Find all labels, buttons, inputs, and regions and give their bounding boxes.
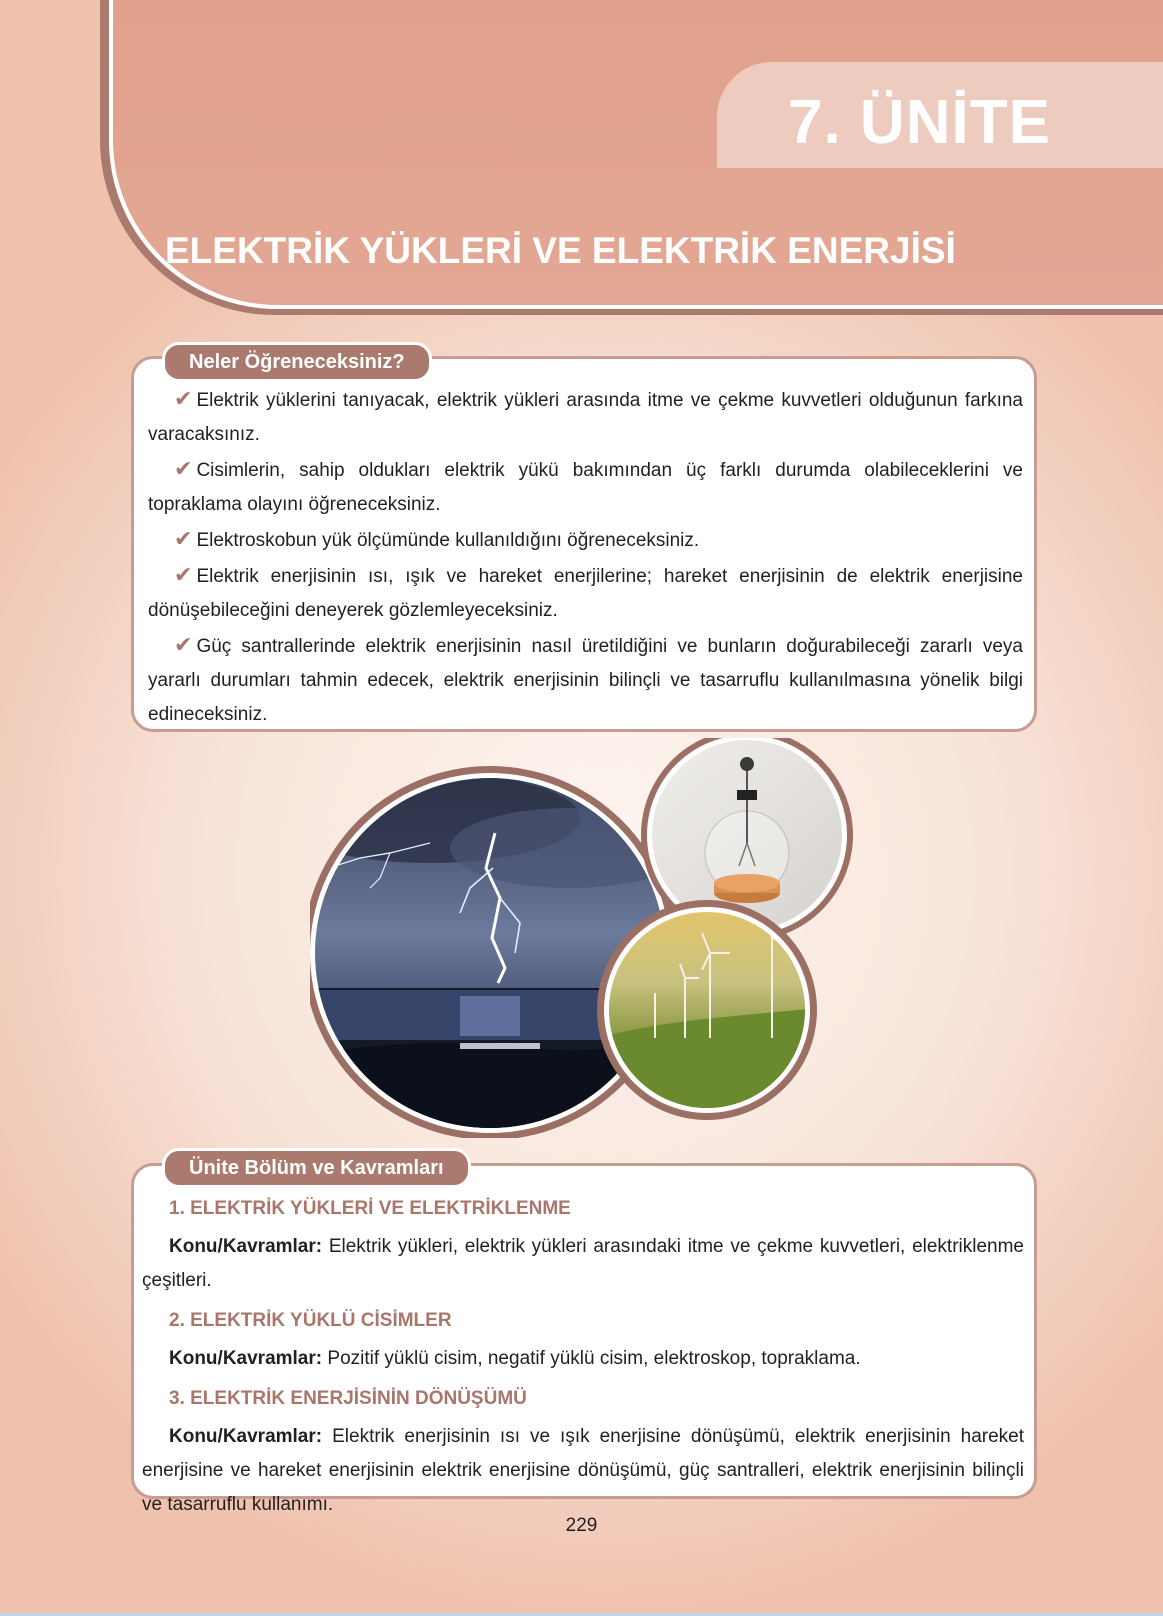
photo-collage	[310, 738, 870, 1138]
objective-item	[148, 452, 1023, 522]
objective-text: Elektroskobun yük ölçümünde kullanıldığını öğreneceksiniz.	[196, 530, 700, 551]
section-text: Pozitif yüklü cisim, negatif yüklü cisim, elektroskop, topraklama.	[327, 1348, 861, 1369]
objective-text: Elektrik yüklerini tanıyacak, elektrik yükleri arasında itme ve çekme kuvvetleri olduğunun farkına varacaksınız.	[148, 390, 1023, 445]
learning-objectives-list	[148, 382, 1023, 732]
unit-concepts-content	[142, 1192, 1024, 1528]
section-description	[142, 1230, 1024, 1298]
section-text: Elektrik enerjisinin ısı ve ışık enerjisine dönüşümü, elektrik enerjisinin hareket enerjisine ve hareket enerjisinin elektrik enerjisine dönüşümü, güç santralleri, elektrik enerjisinin bilinçli ve tasarruflu kullanımı.	[142, 1426, 1024, 1515]
key-label: Konu/Kavramlar:	[169, 1426, 323, 1447]
unit-title: 7. ÜNİTE	[788, 88, 1051, 157]
section-title: 3. ELEKTRİK ENERJİSİNİN DÖNÜŞÜMÜ	[169, 1388, 527, 1409]
objective-text: Elektrik enerjisinin ısı, ışık ve hareket enerjilerine; hareket enerjisinin de elektrik enerjisine dönüşebileceğini deneyerek gözlemleyeceksiniz.	[148, 566, 1023, 621]
objective-item	[148, 382, 1023, 452]
key-label: Konu/Kavramlar:	[169, 1236, 323, 1257]
objective-item	[148, 522, 1023, 558]
section-description	[142, 1420, 1024, 1522]
objective-text: Güç santrallerinde elektrik enerjisinin nasıl üretildiğini ve bunların doğurabileceği zararlı veya yararlı durumları tahmin edecek, elektrik enerjisinin bilinçli ve tasarruflu kullanılmasına yönelik bilgi edineceksiniz.	[148, 636, 1023, 725]
checkmark-icon: ✔	[174, 386, 193, 411]
section-title: 1. ELEKTRİK YÜKLERİ VE ELEKTRİKLENME	[169, 1198, 571, 1219]
section-text: Elektrik yükleri, elektrik yükleri arasındaki itme ve çekme kuvvetleri, elektriklenme çeşitleri.	[142, 1236, 1025, 1291]
learning-objectives-label: Neler Öğreneceksiniz?	[162, 342, 432, 382]
checkmark-icon: ✔	[174, 456, 193, 481]
checkmark-icon: ✔	[174, 526, 193, 551]
checkmark-icon: ✔	[174, 632, 193, 657]
chapter-title: ELEKTRİK YÜKLERİ VE ELEKTRİK ENERJİSİ	[165, 230, 956, 271]
objective-text: Cisimlerin, sahip oldukları elektrik yükü bakımından üç farklı durumda olabileceklerini ve topraklama olayını öğreneceksiniz.	[148, 460, 1023, 515]
objective-item	[148, 628, 1023, 732]
unit-concepts-label: Ünite Bölüm ve Kavramları	[162, 1148, 471, 1188]
checkmark-icon: ✔	[174, 562, 193, 587]
page-number: 229	[565, 1515, 598, 1536]
section-description	[142, 1342, 1024, 1376]
section-title: 2. ELEKTRİK YÜKLÜ CİSİMLER	[169, 1310, 452, 1331]
key-label: Konu/Kavramlar:	[169, 1348, 323, 1369]
objective-item	[148, 558, 1023, 628]
